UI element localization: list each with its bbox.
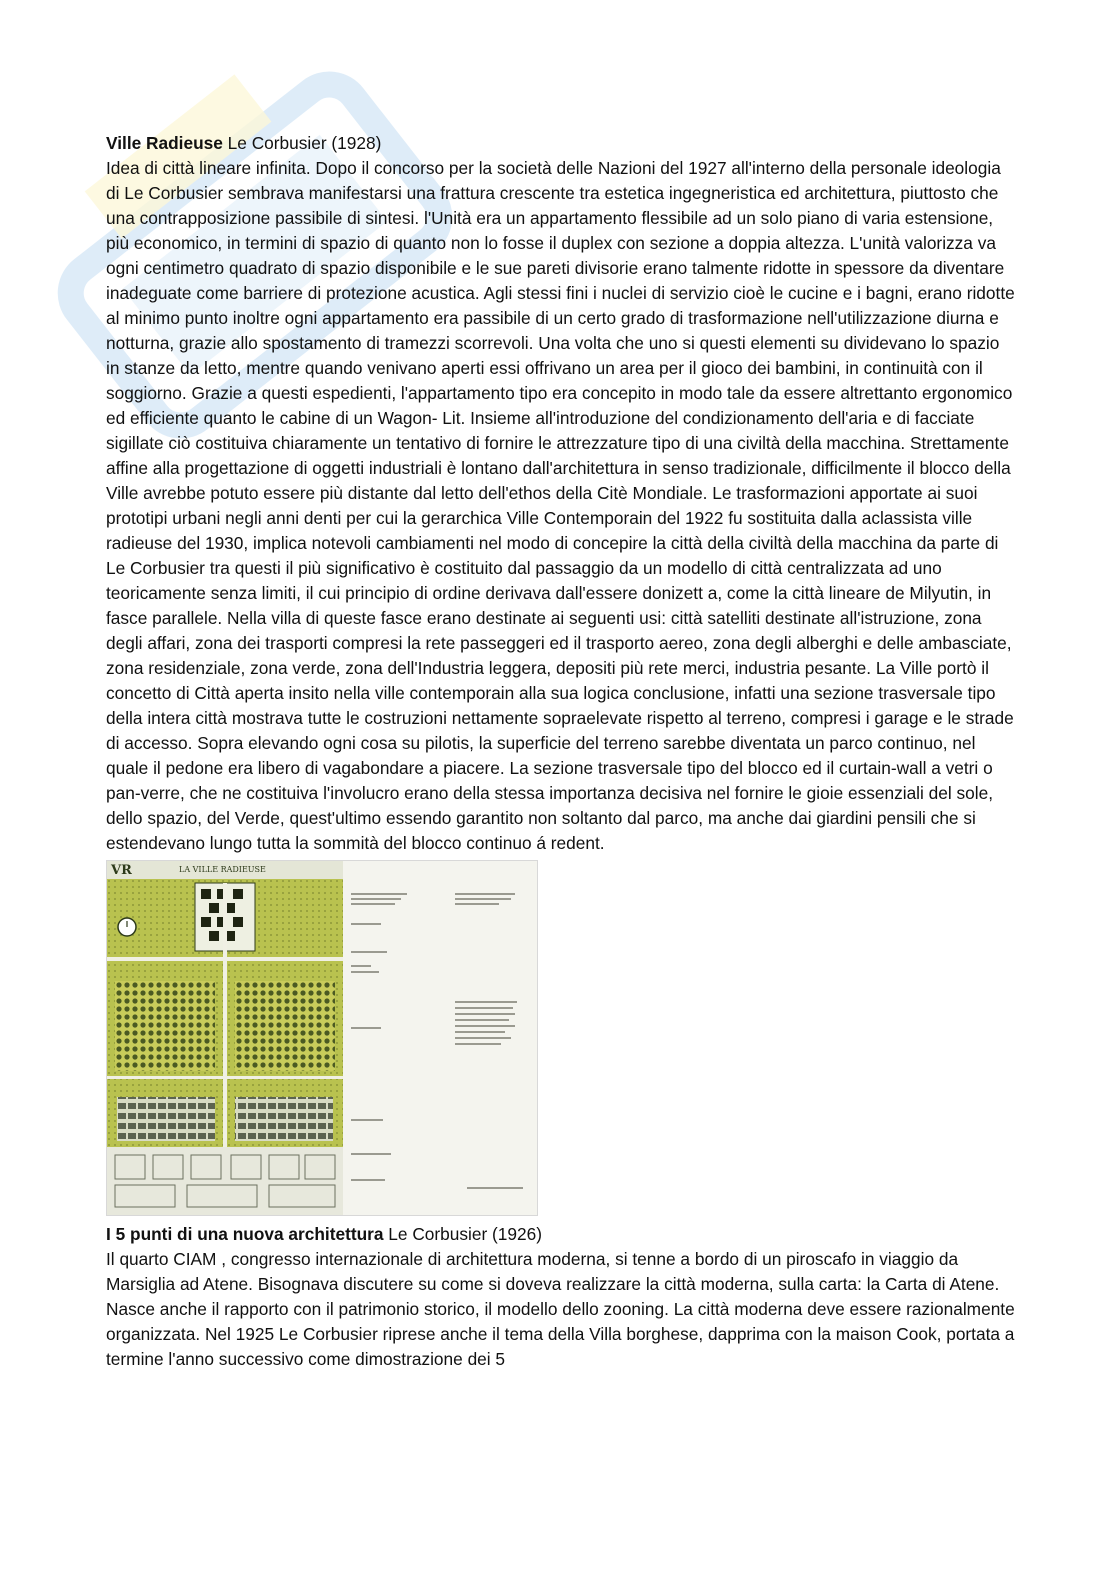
section-title-ville-radieuse — [106, 131, 1016, 156]
plan-logo-text: VR — [111, 863, 132, 878]
section-title-author: Le Corbusier (1928) — [222, 133, 382, 153]
section-title-bold: I 5 punti di una nuova architettura — [106, 1224, 384, 1244]
section-body-5-punti: Il quarto CIAM , congresso internazionale di architettura moderna, si tenne a bordo di un piroscafo in viaggio da Marsiglia ad Atene. Bisognava discutere su come si doveva realizzare la città moderna, sulla carta: la Carta di Atene. Nasce anche il rapporto con il patrimonio storico, il modello dello zooning. La città moderna deve essere razionalmente organizzata. Nel 1925 Le Corbusier riprese anche il tema della Villa borghese, dapprima con la maison Cook, portata a termine l'anno successivo come dimostrazione dei 5 — [106, 1249, 1015, 1369]
section-title-author: Le Corbusier (1926) — [383, 1224, 542, 1244]
section-title-bold: Ville Radieuse — [106, 133, 223, 153]
section-title-5-punti — [106, 1222, 1016, 1247]
ville-radieuse-plan-image — [106, 860, 538, 1216]
section-body-ville-radieuse: Idea di città lineare infinita. Dopo il concorso per la società delle Nazioni del 1927 all'interno della personale ideologia di Le Corbusier sembrava manifestarsi una frattura crescente tra estetica ingegneristica ed architettura, piuttosto che una contrapposizione passibile di sintesi. l'Unità era un appartamento flessibile ad un solo piano di varia estensione, più economico, in termini di spazio di quanto non lo fosse il duplex con sezione a doppia altezza. L'unità valorizza va ogni centimetro quadrato di spazio disponibile e le sue pareti divisorie erano talmente ridotte in spessore da diventare inadeguate come barriere di protezione acustica. Agli stessi fini i nuclei di servizio cioè le cucine e i bagni, erano ridotte al minimo punto inoltre ogni appartamento era passibile di un certo grado di trasformazione nell'utilizzazione diurna e notturna, grazie allo spostamento di tramezzi scorrevoli. Una volta che uno si questi elementi su dividevano lo spazio in stanze da letto, mentre quando venivano aperti essi offrivano un area per il gioco dei bambini, in continuità con il soggiorno. Grazie a questi espedienti, l'appartamento tipo era concepito in modo tale da essere altrettanto ergonomico ed efficiente quanto le cabine di un Wagon- Lit. Insieme all'introduzione del condizionamento dell'aria e di facciate sigillate ciò costituiva chiaramente un tentativo di fornire le attrezzature tipo di una civiltà della macchina. Strettamente affine alla progettazione di oggetti industriali è lontano dall'architettura in senso tradizionale, difficilmente il blocco della Ville avrebbe potuto essere più distante dal letto dell'ethos della Citè Mondiale. Le trasformazioni apportate ai suoi prototipi urbani negli anni denti per cui la gerarchica Ville Contemporain del 1922 fu sostituita dalla aclassista ville radieuse del 1930, implica notevoli cambiamenti nel modo di concepire la città della civiltà della macchina da parte di Le Corbusier tra questi il più significativo è costituito dal passaggio da un modello di città centralizzata ad uno teoricamente senza limiti, il cui principio di ordine derivava dall'essere donizett a, come la città lineare de Milyutin, in fasce parallele. Nella villa di queste fasce erano destinate ai seguenti usi: città satelliti destinate all'istruzione, zona degli affari, zona dei trasporti compresi la rete passeggeri ed il trasporto aereo, zona degli alberghi e delle ambasciate, zona residenziale, zona verde, zona dell'Industria leggera, depositi più rete merci, industria pesante. La Ville portò il concetto di Città aperta insito nella ville contemporain alla sua logica conclusione, infatti una sezione trasversale tipo della intera città mostrava tutte le costruzioni nettamente sopraelevate rispetto al terreno, compresi i garage e le strade di accesso. Sopra elevando ogni cosa su pilotis, la superficie del terreno sarebbe diventata un parco continuo, nel quale il pedone era libero di vagabondare a piacere. La sezione trasversale tipo del blocco ed il curtain-wall a vetri o pan-verre, che ne costituiva l'involucro erano della stessa importanza decisiva nel fornire le gioie essenziali del sole, dello spazio, del Verde, quest'ultimo essendo garantito non soltanto dal parco, ma anche dai giardini pensili che si estendevano lungo tutta la sommità del blocco continuo á redent. — [106, 158, 1015, 853]
page-content — [106, 131, 1016, 1372]
plan-title-text: LA VILLE RADIEUSE — [179, 865, 266, 874]
plan-drawing — [107, 861, 537, 1215]
